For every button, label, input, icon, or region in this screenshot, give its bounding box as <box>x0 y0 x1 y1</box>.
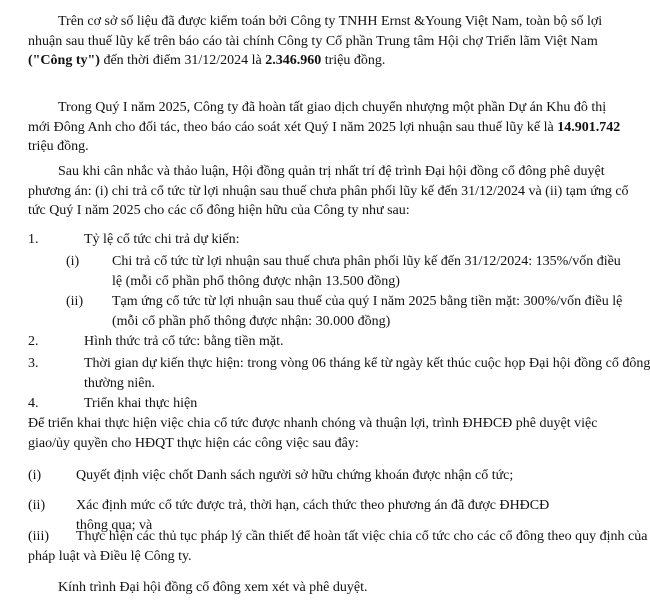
q1-profit-amount: 14.901.742 <box>557 119 621 135</box>
audited-profit-amount: 2.346.960 <box>265 53 322 68</box>
text-span: mới Đông Anh cho đối tác, theo báo cáo soát xét Quý I năm 2025 lợi nhuận sau thuế lũy kế là <box>28 119 558 135</box>
company-short-name: ("Công ty") <box>28 53 100 68</box>
text-span: triệu đồng. <box>321 53 386 68</box>
closing-statement <box>28 578 576 598</box>
list-number: 4. <box>28 396 39 411</box>
text-line: Kính trình Đại hội đồng cổ đông xem xét và phê duyệt. <box>58 580 368 595</box>
paragraph-audited-profit <box>28 12 603 71</box>
text-line: triệu đồng. <box>28 139 89 154</box>
list-text <box>84 354 650 393</box>
text-line: nhuận sau thuế lũy kế trên báo cáo tài chính Công ty Cổ phần Trung tâm Hội chợ Triển lãm Việt Nam <box>28 33 598 49</box>
paragraph-authorization <box>28 414 598 453</box>
task-text: Xác định mức cổ tức được trả, thời hạn, cách thức theo phương án đã được ĐHĐCĐ thông qua; và <box>76 498 550 533</box>
task-number: (iii) <box>28 529 49 544</box>
text-line: Chi trả cổ tức từ lợi nhuận sau thuế chưa phân phối lũy kế đến 31/12/2024: 135%/vốn điều <box>112 254 621 269</box>
text-line: Để triển khai thực hiện việc chia cổ tức được nhanh chóng và thuận lợi, trình ĐHĐCĐ phê duyệt việc <box>28 416 598 431</box>
text-line: tức Quý I năm 2025 cho các cổ đông hiện hữu của Công ty như sau: <box>28 203 410 218</box>
task-number: (i) <box>28 468 42 483</box>
text-line <box>28 51 576 71</box>
list-number: 3. <box>28 356 39 371</box>
list-text: Triển khai thực hiện <box>84 396 198 411</box>
text-line: lệ (mỗi cổ phần phổ thông được nhận 13.500 đồng) <box>112 273 400 289</box>
text-line: Thực hiện các thủ tục pháp lý cần thiết để hoàn tất việc chia cổ tức cho các cổ đông theo quy định của <box>76 529 648 544</box>
sub-item-number: (i) <box>66 254 80 269</box>
text-line: giao/ủy quyền cho HĐQT thực hiện các công việc sau đây: <box>28 435 359 451</box>
text-line: Tạm ứng cổ tức từ lợi nhuận sau thuế của quý I năm 2025 bằng tiền mặt: 300%/vốn điều lệ <box>112 294 623 309</box>
sub-item-text <box>112 292 623 331</box>
text-line: phương án: (i) chi trả cổ tức từ lợi nhuận sau thuế chưa phân phối lũy kế đến 31/12/2024 và (ii) tạm ứng cổ <box>28 183 629 199</box>
sub-item-number: (ii) <box>66 294 84 309</box>
text-line: (mỗi cổ phần phổ thông được nhận: 30.000 đồng) <box>112 313 391 329</box>
list-text: Tỷ lệ cổ tức chi trả dự kiến: <box>84 232 240 247</box>
text-line <box>28 118 621 138</box>
list-number: 1. <box>28 232 39 247</box>
list-text: Hình thức trả cổ tức: bằng tiền mặt. <box>84 334 284 349</box>
text-line: Trong Quý I năm 2025, Công ty đã hoàn tất giao dịch chuyển nhượng một phần Dự án Khu đô thị <box>58 100 607 115</box>
paragraph-board-proposal <box>28 162 629 221</box>
paragraph-q1-profit <box>28 98 621 157</box>
list-number: 2. <box>28 334 39 349</box>
text-line: Thời gian dự kiến thực hiện: trong vòng 06 tháng kể từ ngày kết thúc cuộc họp Đại hội đồng cổ đông <box>84 356 650 371</box>
sub-item-text <box>112 252 621 291</box>
text-line: thường niên. <box>84 375 155 391</box>
text-line: Sau khi cân nhắc và thảo luận, Hội đồng quản trị nhất trí đệ trình Đại hội đồng cổ đông phê duyệt <box>58 164 605 179</box>
text-span: đến thời điểm 31/12/2024 là <box>99 53 266 68</box>
text-line: Trên cơ sở số liệu đã được kiểm toán bởi Công ty TNHH Ernst &Young Việt Nam, toàn bộ số lợi <box>58 14 603 29</box>
task-number: (ii) <box>28 498 46 513</box>
task-text: Quyết định việc chốt Danh sách người sở hữu chứng khoán được nhận cổ tức; <box>76 468 514 483</box>
text-line: pháp luật và Điều lệ Công ty. <box>28 548 192 564</box>
